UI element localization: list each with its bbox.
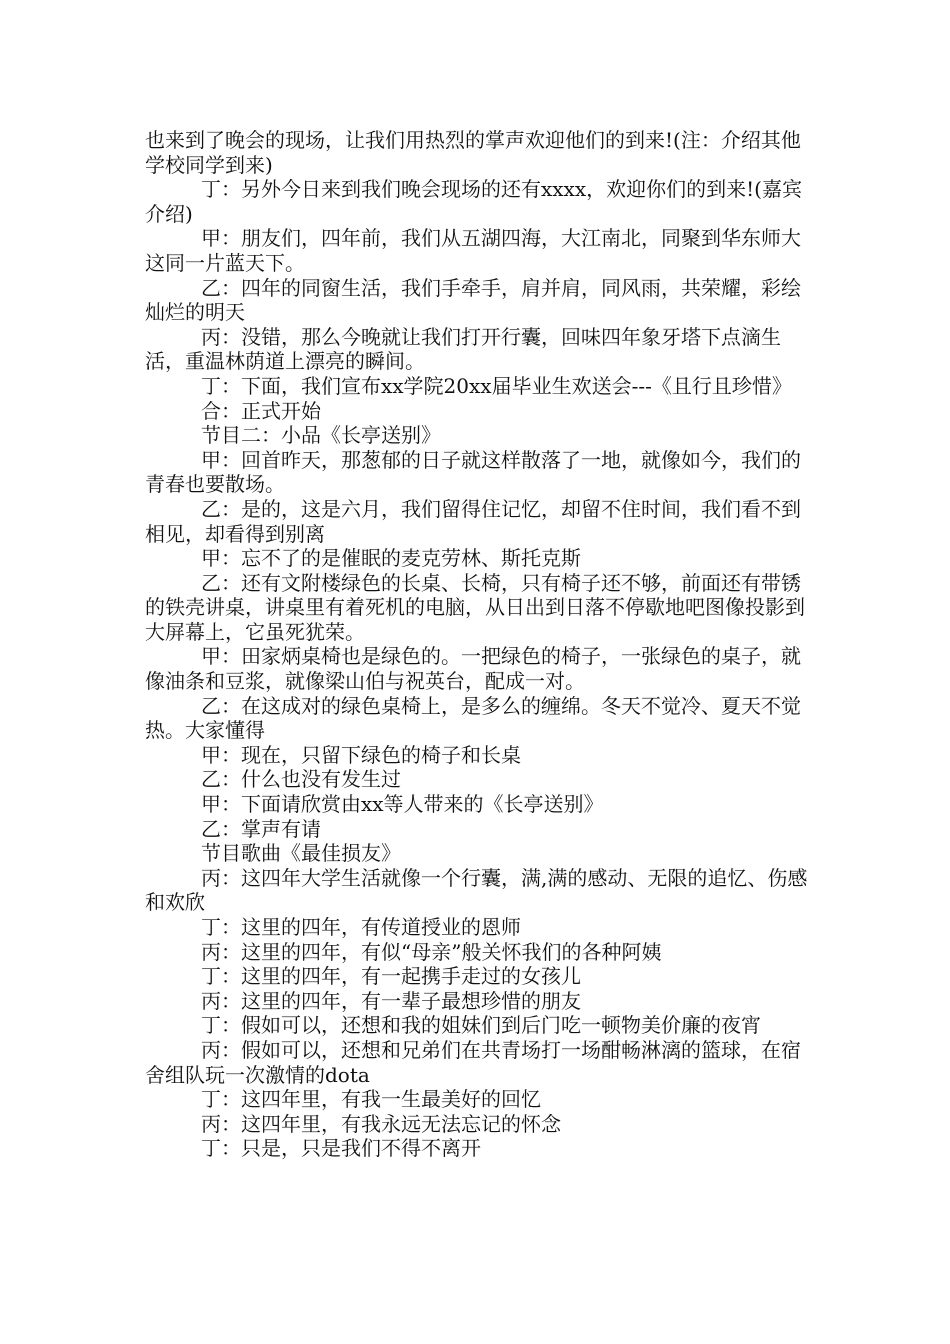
- paragraph: 丁：这四年里，有我一生最美好的回忆: [201, 1087, 541, 1112]
- paragraph: 节目歌曲《最佳损友》: [201, 841, 401, 866]
- document-body: [145, 128, 815, 1161]
- paragraph: 甲：回首昨天，那葱郁的日子就这样散落了一地，就像如今，我们的青春也要散场。: [145, 447, 801, 497]
- paragraph: 乙：在这成对的绿色桌椅上，是多么的缠绵。冬天不觉冷、夏天不觉热。大家懂得: [145, 693, 801, 743]
- paragraph: 丁：假如可以，还想和我的姐妹们到后门吃一顿物美价廉的夜宵: [201, 1013, 761, 1038]
- paragraph: 甲：现在，只留下绿色的椅子和长桌: [201, 742, 521, 767]
- paragraph: 丙：这四年大学生活就像一个行囊，满,满的感动、无限的追忆、伤感和欢欣: [145, 865, 808, 915]
- paragraph: 甲：朋友们，四年前，我们从五湖四海，大江南北，同聚到华东师大这同一片蓝天下。: [145, 226, 801, 275]
- paragraph: 甲：下面请欣赏由xx等人带来的《长亭送别》: [201, 792, 604, 817]
- paragraph: 丙：没错，那么今晚就让我们打开行囊，回味四年象牙塔下点滴生活，重温林荫道上漂亮的瞬间。: [145, 324, 781, 374]
- paragraph: 丁：这里的四年，有一起携手走过的女孩儿: [201, 964, 581, 989]
- paragraph: 也来到了晚会的现场，让我们用热烈的掌声欢迎他们的到来!(注：介绍其他学校同学到来): [145, 128, 801, 177]
- paragraph: 丁：另外今日来到我们晚会现场的还有xxxx，欢迎你们的到来!(嘉宾介绍): [145, 177, 802, 226]
- paragraph: 乙：掌声有请: [201, 816, 321, 841]
- paragraph: 甲：忘不了的是催眠的麦克劳林、斯托克斯: [201, 546, 581, 571]
- paragraph: 丙：这四年里，有我永远无法忘记的怀念: [201, 1111, 561, 1136]
- paragraph: 乙：什么也没有发生过: [201, 767, 401, 792]
- paragraph: 甲：田家炳桌椅也是绿色的。一把绿色的椅子，一张绿色的桌子，就像油条和豆浆，就像梁山伯与祝英台，配成一对。: [145, 644, 801, 694]
- paragraph: 丙：这里的四年，有一辈子最想珍惜的朋友: [201, 988, 581, 1013]
- paragraph: 乙：是的，这是六月，我们留得住记忆，却留不住时间，我们看不到相见，却看得到别离: [145, 496, 801, 546]
- paragraph: 丁：这里的四年，有传道授业的恩师: [201, 915, 521, 939]
- paragraph: 合：正式开始: [201, 398, 321, 423]
- paragraph: 乙：四年的同窗生活，我们手牵手，肩并肩，同风雨，共荣耀，彩绘灿烂的明天: [145, 275, 801, 325]
- paragraph: 丁：只是，只是我们不得不离开: [201, 1136, 481, 1161]
- paragraph: 丙：这里的四年，有似“母亲”般关怀我们的各种阿姨: [201, 939, 662, 964]
- paragraph: 丁：下面，我们宣布xx学院20xx届毕业生欢送会---《且行且珍惜》: [201, 373, 792, 398]
- paragraph: 丙：假如可以，还想和兄弟们在共青场打一场酣畅淋漓的篮球，在宿舍组队玩一次激情的dota: [145, 1037, 801, 1087]
- paragraph: 节目二：小品《长亭送别》: [201, 423, 441, 448]
- paragraph: 乙：还有文附楼绿色的长桌、长椅，只有椅子还不够，前面还有带锈的铁壳讲桌，讲桌里有着死机的电脑，从日出到日落不停歇地吧图像投影到大屏幕上，它虽死犹荣。: [145, 570, 805, 644]
